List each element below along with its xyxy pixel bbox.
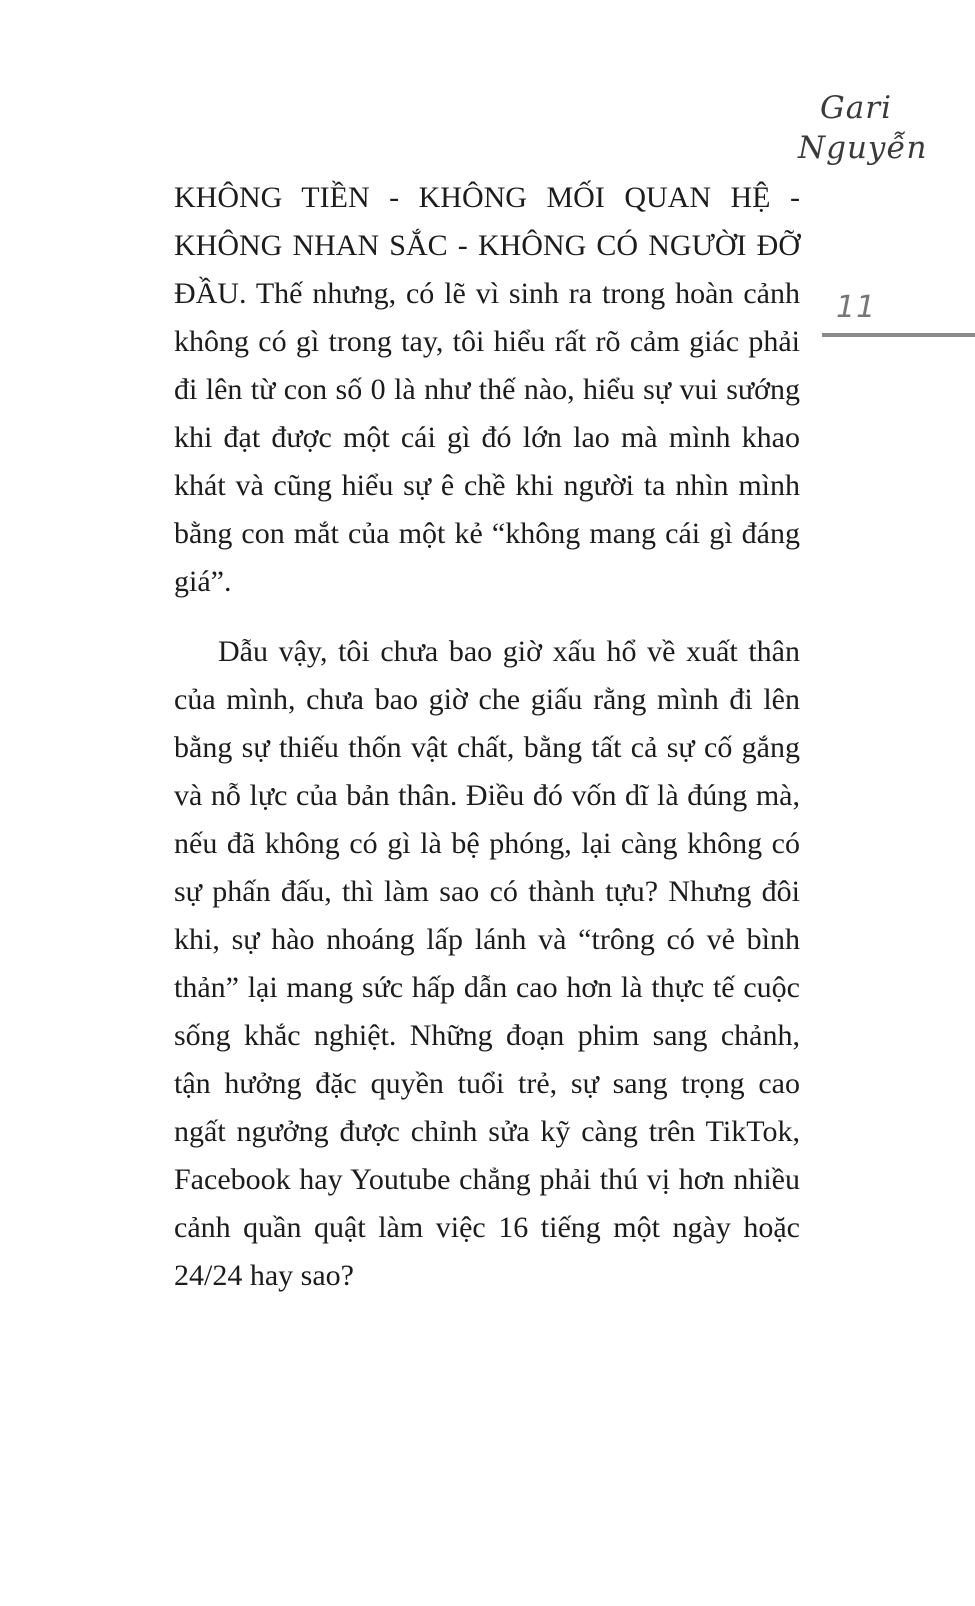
body-text xyxy=(174,174,800,1300)
author-last-name: Nguyễn xyxy=(798,130,928,166)
author-signature xyxy=(790,88,928,168)
page-number-rule xyxy=(822,333,975,337)
author-first-name: Gari xyxy=(820,90,892,126)
page-number: 11 xyxy=(836,290,877,325)
paragraph-1: KHÔNG TIỀN - KHÔNG MỐI QUAN HỆ - KHÔNG NHAN SẮC - KHÔNG CÓ NGƯỜI ĐỠ ĐẦU. Thế nhưng, có lẽ vì sinh ra trong hoàn cảnh không có gì trong tay, tôi hiểu rất rõ cảm giác phải đi lên từ con số 0 là như thế nào, hiểu sự vui sướng khi đạt được một cái gì đó lớn lao mà mình khao khát và cũng hiểu sự ê chề khi người ta nhìn mình bằng con mắt của một kẻ “không mang cái gì đáng giá”. xyxy=(174,181,800,598)
paragraph-2: Dẫu vậy, tôi chưa bao giờ xấu hổ về xuất thân của mình, chưa bao giờ che giấu rằng mình đi lên bằng sự thiếu thốn vật chất, bằng tất cả sự cố gắng và nỗ lực của bản thân. Điều đó vốn dĩ là đúng mà, nếu đã không có gì là bệ phóng, lại càng không có sự phấn đấu, thì làm sao có thành tựu? Nhưng đôi khi, sự hào nhoáng lấp lánh và “trông có vẻ bình thản” lại mang sức hấp dẫn cao hơn là thực tế cuộc sống khắc nghiệt. Những đoạn phim sang chảnh, tận hưởng đặc quyền tuổi trẻ, sự sang trọng cao ngất ngưởng được chỉnh sửa kỹ càng trên TikTok, Facebook hay Youtube chẳng phải thú vị hơn nhiều cảnh quần quật làm việc 16 tiếng một ngày hoặc 24/24 hay sao? xyxy=(174,635,800,1292)
